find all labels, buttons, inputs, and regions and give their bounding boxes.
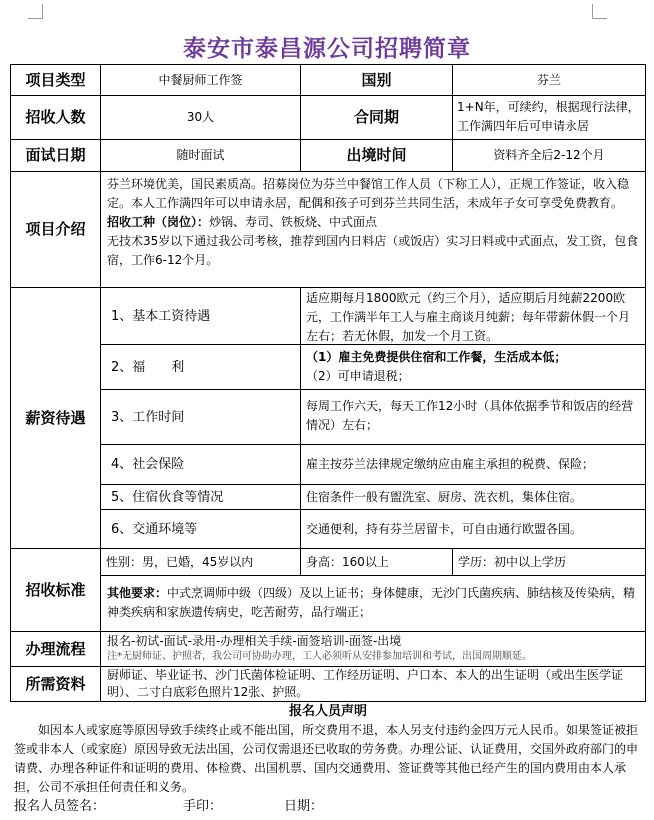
fingerprint-label: 手印：: [183, 799, 223, 814]
other-requirements-label: 其他要求：: [107, 586, 168, 600]
education-requirement: 学历：初中以上学历: [452, 548, 646, 576]
project-intro-label: 项目介绍: [10, 171, 101, 288]
project-intro-content: [100, 171, 646, 288]
salary-item-name: 5、住宿伙食等情况: [100, 484, 301, 510]
country-value: 芬兰: [452, 64, 646, 96]
date-label: 日期：: [284, 799, 324, 814]
exit-time-value: 资料齐全后2-12个月: [452, 139, 646, 172]
materials-label: 所需资料: [10, 666, 101, 702]
salary-item-desc: 适应期每月1800欧元（约三个月），适应期后月纯薪2200欧元，工作满半年工人与雇主商谈月纯薪；每年带薪休假一个月左右；若无休假，加发一个月工资。: [300, 287, 646, 345]
country-label: 国别: [300, 64, 453, 96]
exit-time-label: 出境时间: [300, 139, 453, 172]
headcount-value: 30人: [100, 95, 301, 140]
project-type-label: 项目类型: [10, 64, 101, 96]
welfare-line-2: （2）可申请退税；: [306, 369, 410, 383]
process-steps: 报名-初试-面试-录用-办理相关手续-面签培训-面签-出境: [107, 634, 402, 648]
page-title: 泰安市泰昌源公司招聘简章: [183, 35, 471, 62]
interview-date-value: 随时面试: [100, 139, 301, 172]
gender-age-requirement: 性别：男，已婚，45岁以内: [100, 548, 301, 576]
signature-label: 报名人员签名：: [14, 799, 106, 814]
process-label: 办理流程: [10, 631, 101, 667]
salary-item-name: 2、福 利: [100, 344, 301, 390]
other-requirements: [100, 575, 646, 632]
salary-item-desc: 每周工作六天，每天工作12小时（具体依据季节和饭店的经营情况）左右；: [300, 389, 646, 445]
project-type-value: 中餐厨师工作签: [100, 64, 301, 96]
salary-item-name: 1、基本工资待遇: [100, 287, 301, 345]
page-corner-mark: [28, 4, 43, 19]
jobs-label: 招收工种（岗位）：: [107, 215, 210, 229]
recruit-standard-label: 招收标准: [10, 548, 101, 632]
salary-item-name: 3、工作时间: [100, 389, 301, 445]
interview-date-label: 面试日期: [10, 139, 101, 172]
intro-jobs: [107, 213, 639, 232]
materials-value: 厨师证、毕业证书、沙门氏菌体检证明、工作经历证明、户口本、本人的出生证明（或出生医学证明）、二寸白底彩色照片12张、护照。: [100, 666, 646, 702]
salary-item-name: 4、社会保险: [100, 444, 301, 485]
salary-item-name: 6、交通环境等: [100, 509, 301, 549]
intro-training: 无技术35岁以下通过我公司考核，推荐到国内日料店（或饭店）实习日料或中式面点，发工资，包食宿，工作6-12个月。: [107, 234, 639, 267]
process-content: [100, 631, 646, 667]
jobs-value: 炒锅、寿司、铁板烧、中式面点: [209, 215, 378, 229]
signature-line: [10, 798, 646, 818]
declaration-text: 如因本人或家庭等原因导致手续终止或不能出国，所交费用不退，本人另支付违约金四万元人民币。如果签证被拒签或非本人（或家庭）原因导致无法出国，公司仅需退还已收取的劳务费。办理公证、认证费用，交国外政府部门的申请费、办理各种证件和证明的费用、体检费、出国机票、国内交通费用、签证费等其他已经产生的国内费用由本人承担，公司不承担任何责任和义务。: [14, 723, 639, 794]
headcount-label: 招收人数: [10, 95, 101, 140]
contract-label: 合同期: [300, 95, 453, 140]
intro-paragraph: 芬兰环境优美，国民素质高。招募岗位为芬兰中餐馆工作人员（下称工人），正规工作签证，收入稳定。本人工作满四年可以申请永居，配偶和孩子可到芬兰共同生活，未成年子女可享受免费教育。: [107, 177, 630, 210]
salary-item-desc: 住宿条件一般有盥洗室、厨房、洗衣机，集体住宿。: [300, 484, 646, 510]
salary-item-desc: 雇主按芬兰法律规定缴纳应由雇主承担的税费、保险；: [300, 444, 646, 485]
declaration-title: 报名人员声明: [288, 704, 367, 719]
salary-label: 薪资待遇: [10, 287, 101, 549]
other-requirements-value: 中式烹调师中级（四级）及以上证书；身体健康，无沙门氏菌疾病、肺结核及传染病，精神类疾病和家族遗传病史，吃苦耐劳，品行端正；: [107, 586, 636, 619]
welfare-line-1: （1）雇主免费提供住宿和工作餐，生活成本低；: [306, 350, 567, 364]
process-note: 注*无厨师证、护照者，我公司可协助办理，工人必须听从安排参加培训和考试，出国周期顺延。: [107, 651, 532, 662]
contract-value: 1+N年，可续约，根据现行法律，工作满四年后可申请永居: [452, 95, 646, 140]
salary-item-desc: 交通便利，持有芬兰居留卡，可自由通行欧盟各国。: [300, 509, 646, 549]
page-corner-mark: [592, 4, 607, 19]
height-requirement: 身高：160以上: [300, 548, 453, 576]
salary-item-desc: [300, 344, 646, 390]
